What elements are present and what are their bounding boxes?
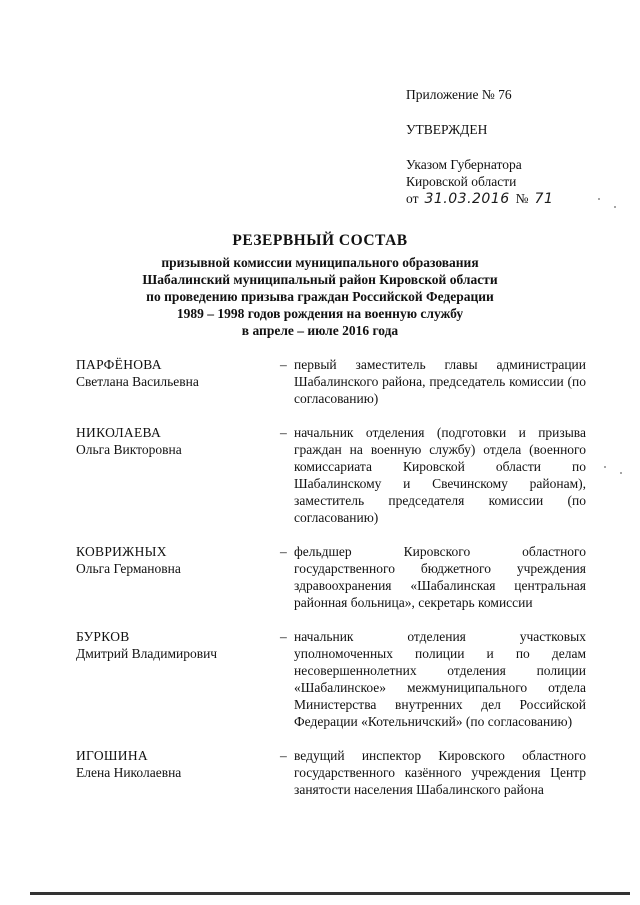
title-main: РЕЗЕРВНЫЙ СОСТАВ <box>232 232 408 249</box>
member-entry <box>76 424 586 526</box>
handwritten-number: 71 <box>534 191 554 207</box>
title-line-1: призывной комиссии муниципального образования <box>161 255 479 270</box>
member-given-name: Ольга Германовна <box>76 561 181 576</box>
approval-block <box>406 86 606 208</box>
title-line-3: по проведению призыва граждан Российской Федерации <box>146 289 494 304</box>
member-entry <box>76 543 586 611</box>
scan-speck <box>604 466 606 468</box>
member-name <box>76 424 280 526</box>
decree-date-line <box>406 190 606 208</box>
member-given-name: Ольга Викторовна <box>76 442 182 457</box>
number-prefix: № <box>515 191 529 206</box>
handwritten-date: 31.03.2016 <box>424 191 510 207</box>
member-list <box>76 356 586 815</box>
appendix-number: Приложение № 76 <box>406 87 512 102</box>
member-surname: БУРКОВ <box>76 629 130 644</box>
member-dash: – <box>280 357 287 372</box>
member-dash: – <box>280 748 287 763</box>
member-duty: начальник отделения (подготовки и призыва граждан на военную службу) отдела (военного комиссариата Кировской области по Шабалинскому и Свечинскому районам), заместитель председателя комиссии (по согласованию) <box>294 425 586 525</box>
scan-speck <box>614 206 616 208</box>
member-duty: первый заместитель главы администрации Шабалинского района, председатель комиссии (по согласованию) <box>294 357 586 406</box>
member-duty: фельдшер Кировского областного государственного бюджетного учреждения здравоохранения «Шабалинская центральная районная больница», секретарь комиссии <box>294 544 586 610</box>
member-entry <box>76 747 586 798</box>
member-surname: КОВРИЖНЫХ <box>76 544 167 559</box>
member-dash: – <box>280 544 287 559</box>
member-duty: начальник отделения участковых уполномоченных полиции и по делам несовершеннолетних отделения полиции «Шабалинское» межмуниципального отдела Министерства внутренних дел Российской Федерации «Котельничский» (по согласованию) <box>294 629 586 729</box>
member-entry <box>76 628 586 730</box>
member-dash: – <box>280 425 287 440</box>
member-duty: ведущий инспектор Кировского областного государственного казённого учреждения Центр занятости населения Шабалинского района <box>294 748 586 797</box>
member-name <box>76 543 280 611</box>
scan-speck <box>598 198 600 200</box>
approved-heading: УТВЕРЖДЕН <box>406 122 488 137</box>
title-line-4: 1989 – 1998 годов рождения на военную службу <box>176 306 464 321</box>
member-dash: – <box>280 629 287 644</box>
member-entry <box>76 356 586 407</box>
scan-bottom-edge <box>30 892 630 895</box>
document-title <box>0 232 640 339</box>
decree-line-1: Указом Губернатора <box>406 157 522 172</box>
member-given-name: Дмитрий Владимирович <box>76 646 218 661</box>
member-surname: ИГОШИНА <box>76 748 148 763</box>
title-line-2: Шабалинский муниципальный район Кировской области <box>142 272 498 287</box>
member-name <box>76 628 280 730</box>
member-surname: НИКОЛАЕВА <box>76 425 161 440</box>
member-name <box>76 747 280 798</box>
member-surname: ПАРФЁНОВА <box>76 357 162 372</box>
member-name <box>76 356 280 407</box>
member-given-name: Светлана Васильевна <box>76 374 199 389</box>
title-line-5: в апреле – июле 2016 года <box>241 323 399 338</box>
date-prefix: от <box>406 191 419 206</box>
scan-speck <box>620 472 622 474</box>
decree-line-2: Кировской области <box>406 174 517 189</box>
member-given-name: Елена Николаевна <box>76 765 182 780</box>
